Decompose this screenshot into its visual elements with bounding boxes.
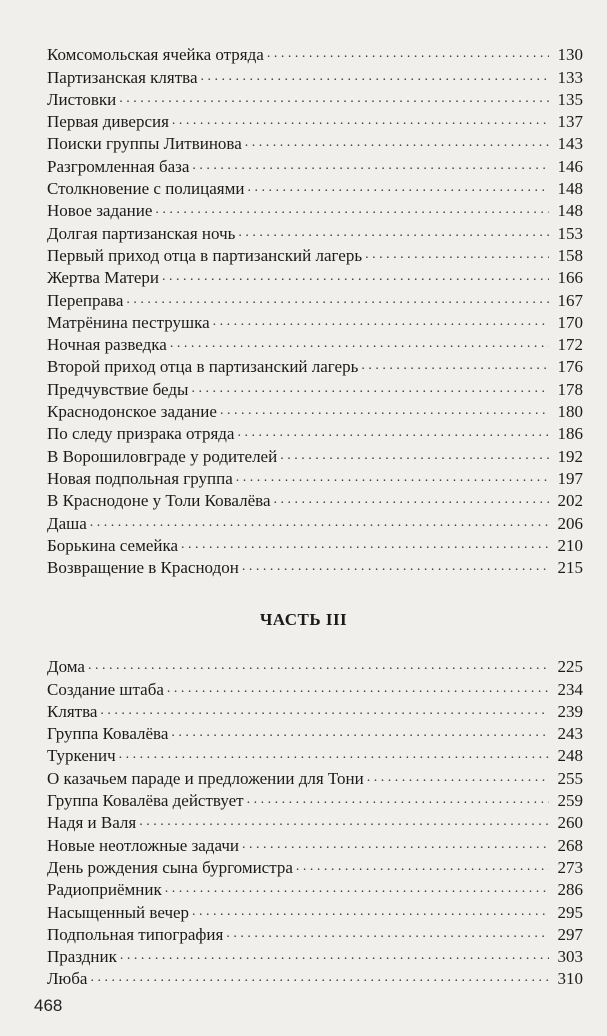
toc-entry-title: Комсомольская ячейка отряда	[47, 45, 264, 65]
toc-entry-page: 268	[557, 835, 583, 855]
toc-entry	[47, 767, 583, 789]
toc-entry-page: 234	[557, 679, 583, 699]
toc-entry-title: Даша	[47, 513, 87, 533]
toc-entry-title: Первая диверсия	[47, 112, 169, 132]
toc-entry-page: 255	[557, 768, 583, 788]
dot-leader	[100, 702, 549, 720]
toc-entry-title: Листовки	[47, 89, 117, 109]
toc-entry-title: Группа Ковалёва	[47, 724, 169, 744]
toc-entry-page: 137	[557, 112, 583, 132]
toc-entry-title: Новое задание	[47, 201, 153, 221]
toc-entry-page: 148	[557, 201, 583, 221]
toc-entry-title: О казачьем параде и предложении для Тони	[47, 768, 364, 788]
dot-leader	[242, 836, 549, 854]
dot-leader	[201, 68, 550, 86]
dot-leader	[267, 45, 549, 63]
toc-entry-page: 259	[557, 791, 583, 811]
toc-part-ii-list	[47, 44, 583, 579]
dot-leader	[220, 402, 549, 420]
toc-entry-page: 248	[557, 746, 583, 766]
dot-leader	[367, 769, 549, 787]
dot-leader	[155, 201, 549, 219]
toc-entry-title: Столкновение с полицаями	[47, 179, 245, 199]
toc-entry-page: 239	[557, 701, 583, 721]
toc-entry-page: 192	[557, 446, 583, 466]
toc-entry	[47, 656, 583, 678]
toc-entry-title: Праздник	[47, 947, 117, 967]
toc-entry	[47, 490, 583, 512]
dot-leader	[192, 157, 549, 175]
toc-entry-page: 295	[557, 902, 583, 922]
dot-leader	[171, 724, 549, 742]
toc-entry	[47, 901, 583, 923]
toc-entry-page: 176	[557, 357, 583, 377]
toc-entry	[47, 924, 583, 946]
dot-leader	[191, 380, 549, 398]
toc-entry-page: 166	[557, 268, 583, 288]
toc-entry-title: Люба	[47, 969, 88, 989]
dot-leader	[192, 903, 549, 921]
toc-entry	[47, 723, 583, 745]
toc-entry	[47, 155, 583, 177]
toc-entry-title: Разгромленная база	[47, 156, 190, 176]
toc-entry-page: 167	[557, 290, 583, 310]
toc-entry-title: Туркенич	[47, 746, 116, 766]
toc-entry-title: Возвращение в Краснодон	[47, 558, 239, 578]
toc-entry-title: Партизанская клятва	[47, 67, 198, 87]
toc-entry	[47, 701, 583, 723]
dot-leader	[119, 90, 549, 108]
toc-entry-page: 186	[557, 424, 583, 444]
toc-entry-title: Борькина семейка	[47, 535, 179, 555]
dot-leader	[296, 858, 549, 876]
toc-entry-title: Долгая партизанская ночь	[47, 223, 236, 243]
dot-leader	[274, 491, 550, 509]
toc-entry	[47, 89, 583, 111]
dot-leader	[237, 424, 549, 442]
toc-entry-title: Первый приход отца в партизанский лагерь	[47, 245, 363, 265]
dot-leader	[90, 514, 549, 532]
dot-leader	[238, 224, 549, 242]
toc-entry-title: Клятва	[47, 701, 98, 721]
toc-entry	[47, 245, 583, 267]
toc-entry-page: 170	[557, 312, 583, 332]
dot-leader	[126, 291, 549, 309]
toc-entry-page: 172	[557, 335, 583, 355]
toc-entry-title: Краснодонское задание	[47, 402, 217, 422]
toc-entry-page: 178	[557, 379, 583, 399]
toc-entry	[47, 535, 583, 557]
toc-entry-title: Группа Ковалёва действует	[47, 791, 244, 811]
toc-entry	[47, 312, 583, 334]
toc-part-iii-list	[47, 656, 583, 990]
toc-entry-page: 260	[557, 813, 583, 833]
dot-leader	[242, 558, 549, 576]
toc-entry	[47, 678, 583, 700]
dot-leader	[361, 357, 549, 375]
toc-entry-title: Второй приход отца в партизанский лагерь	[47, 357, 359, 377]
toc-entry	[47, 745, 583, 767]
toc-entry-title: Поиски группы Литвинова	[47, 134, 242, 154]
toc-entry	[47, 834, 583, 856]
toc-entry	[47, 200, 583, 222]
dot-leader	[167, 680, 549, 698]
toc-entry-title: По следу призрака отряда	[47, 424, 235, 444]
toc-entry-title: Надя и Валя	[47, 813, 137, 833]
toc-entry-title: Матрёнина пеструшка	[47, 312, 210, 332]
dot-leader	[162, 268, 549, 286]
toc-entry-title: Создание штаба	[47, 679, 164, 699]
toc-entry-page: 310	[557, 969, 583, 989]
toc-entry-title: Дома	[47, 657, 85, 677]
dot-leader	[165, 880, 549, 898]
dot-leader	[88, 657, 549, 675]
toc-entry	[47, 445, 583, 467]
dot-leader	[119, 746, 549, 764]
part-heading: ЧАСТЬ III	[259, 610, 348, 629]
toc-entry	[47, 334, 583, 356]
dot-leader	[213, 313, 549, 331]
toc-entry	[47, 133, 583, 155]
toc-entry	[47, 66, 583, 88]
toc-entry	[47, 178, 583, 200]
toc-entry-page: 297	[557, 924, 583, 944]
toc-entry	[47, 968, 583, 990]
toc-entry-page: 146	[557, 156, 583, 176]
toc-entry	[47, 401, 583, 423]
toc-entry-page: 215	[557, 558, 583, 578]
dot-leader	[139, 813, 549, 831]
toc-entry-page: 202	[557, 491, 583, 511]
toc-entry-page: 243	[557, 724, 583, 744]
toc-entry	[47, 557, 583, 579]
dot-leader	[245, 134, 549, 152]
toc-entry-page: 303	[557, 947, 583, 967]
toc-entry-page: 143	[557, 134, 583, 154]
toc-entry	[47, 512, 583, 534]
toc-entry-title: Жертва Матери	[47, 268, 160, 288]
toc-entry-page: 225	[557, 657, 583, 677]
toc-entry-page: 286	[557, 880, 583, 900]
dot-leader	[90, 969, 549, 987]
dot-leader	[365, 246, 549, 264]
dot-leader	[181, 536, 549, 554]
toc-entry	[47, 267, 583, 289]
dot-leader	[172, 112, 549, 130]
page-number: 468	[34, 996, 63, 1015]
toc-entry-page: 180	[557, 402, 583, 422]
dot-leader	[247, 179, 549, 197]
toc-entry-title: Ночная разведка	[47, 335, 167, 355]
toc-entry	[47, 857, 583, 879]
toc-entry-title: Насыщенный вечер	[47, 902, 190, 922]
toc-entry	[47, 946, 583, 968]
toc-entry	[47, 111, 583, 133]
toc-entry	[47, 356, 583, 378]
toc-entry	[47, 879, 583, 901]
toc-entry-title: Предчувствие беды	[47, 379, 189, 399]
toc-entry	[47, 790, 583, 812]
toc-entry-title: В Ворошиловграде у родителей	[47, 446, 278, 466]
toc-entry-page: 206	[557, 513, 583, 533]
dot-leader	[170, 335, 549, 353]
dot-leader	[280, 447, 549, 465]
toc-entry-page: 130	[557, 45, 583, 65]
toc-entry-page: 133	[557, 67, 583, 87]
dot-leader	[120, 947, 549, 965]
toc-entry-title: Радиоприёмник	[47, 880, 162, 900]
toc-entry	[47, 468, 583, 490]
toc-entry-page: 210	[557, 535, 583, 555]
toc-entry	[47, 289, 583, 311]
toc-entry-page: 158	[557, 245, 583, 265]
toc-entry-title: Переправа	[47, 290, 124, 310]
toc-entry-title: Подпольная типография	[47, 924, 224, 944]
toc-entry	[47, 423, 583, 445]
toc-entry	[47, 44, 583, 66]
toc-entry	[47, 812, 583, 834]
dot-leader	[226, 925, 549, 943]
dot-leader	[247, 791, 549, 809]
toc-entry-page: 148	[557, 179, 583, 199]
toc-entry-page: 273	[557, 857, 583, 877]
toc-entry	[47, 378, 583, 400]
toc-entry-title: Новые неотложные задачи	[47, 835, 239, 855]
toc-entry-page: 135	[557, 89, 583, 109]
toc-entry	[47, 222, 583, 244]
dot-leader	[236, 469, 549, 487]
toc-entry-title: Новая подпольная группа	[47, 468, 233, 488]
toc-entry-page: 153	[557, 223, 583, 243]
toc-entry-title: В Краснодоне у Толи Ковалёва	[47, 491, 271, 511]
toc-entry-title: День рождения сына бургомистра	[47, 857, 293, 877]
toc-entry-page: 197	[557, 468, 583, 488]
